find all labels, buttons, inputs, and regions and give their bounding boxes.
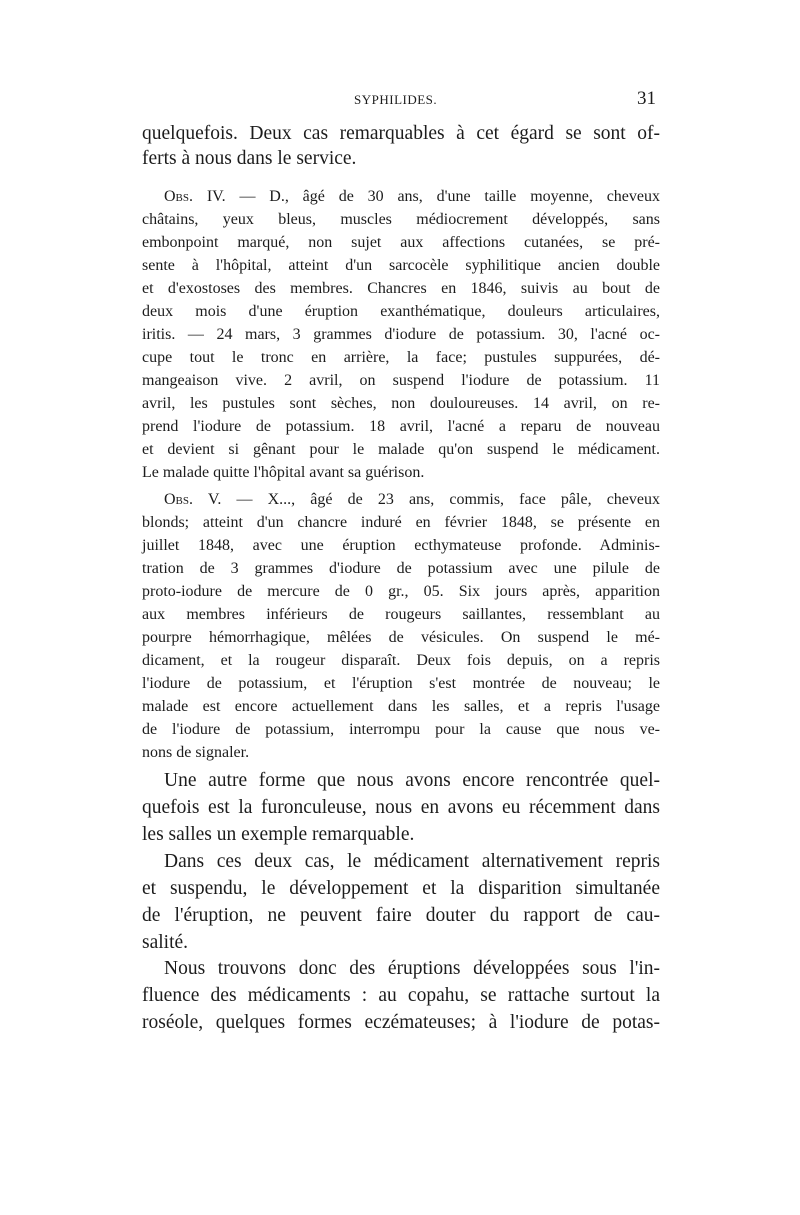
text-line: aux membres inférieurs de rougeurs saillantes, ressemblant au <box>142 606 660 623</box>
text-line: sente à l'hôpital, atteint d'un sarcocèle syphilitique ancien double <box>142 257 660 274</box>
text-line: ferts à nous dans le service. <box>142 148 357 169</box>
text-line: roséole, quelques formes eczémateuses; à l'iodure de potas- <box>142 1012 660 1033</box>
observation-label: Obs. V. <box>164 491 222 508</box>
text-line: mangeaison vive. 2 avril, on suspend l'iodure de potassium. 11 <box>142 372 660 389</box>
running-head: SYPHILIDES. <box>354 92 438 107</box>
page-number: 31 <box>637 88 656 109</box>
text-line: Nous trouvons donc des éruptions développées sous l'in- <box>164 958 660 979</box>
text-line: tration de 3 grammes d'iodure de potassium avec une pilule de <box>142 560 660 577</box>
text-line: dicament, et la rougeur disparaît. Deux fois depuis, on a repris <box>142 652 660 669</box>
observation-5-first-line: Obs. V. — X..., âgé de 23 ans, commis, face pâle, cheveux <box>164 491 661 508</box>
text-line: avril, les pustules sont sèches, non douloureuses. 14 avril, on re- <box>142 395 660 412</box>
text-line: malade est encore actuellement dans les salles, et a repris l'usage <box>142 698 660 715</box>
text-line: Le malade quitte l'hôpital avant sa guérison. <box>142 464 425 481</box>
page-header <box>142 88 660 114</box>
text-line: de l'iodure de potassium, interrompu pour la cause que nous ve- <box>142 721 660 738</box>
text-line: salité. <box>142 932 189 953</box>
text-line: deux mois d'une éruption exanthématique, douleurs articulaires, <box>142 303 660 320</box>
observation-4-first-line: Obs. IV. — D., âgé de 30 ans, d'une taille moyenne, cheveux <box>164 188 660 205</box>
text-line: quelquefois. Deux cas remarquables à cet égard se sont of- <box>142 123 660 144</box>
text-line: fluence des médicaments : au copahu, se rattache surtout la <box>142 985 660 1006</box>
text-line: les salles un exemple remarquable. <box>142 824 415 845</box>
text-line: pourpre hémorrhagique, mêlées de vésicules. On suspend le mé- <box>142 629 660 646</box>
text-line: de l'éruption, ne peuvent faire douter du rapport de cau- <box>142 905 660 926</box>
text-line: juillet 1848, avec une éruption ecthymateuse profonde. Adminis- <box>142 537 660 554</box>
text-line: l'iodure de potassium, et l'éruption s'est montrée de nouveau; le <box>142 675 660 692</box>
text-line: et d'exostoses des membres. Chancres en 1846, suivis au bout de <box>142 280 660 297</box>
observation-label: Obs. IV. <box>164 188 226 205</box>
text-line: prend l'iodure de potassium. 18 avril, l'acné a reparu de nouveau <box>142 418 660 435</box>
text-line: et devient si gênant pour le malade qu'on suspend le médicament. <box>142 441 660 458</box>
text-line: cupe tout le tronc en arrière, la face; pustules suppurées, dé- <box>142 349 660 366</box>
text-line: et suspendu, le développement et la disparition simultanée <box>142 878 660 899</box>
text-line: châtains, yeux bleus, muscles médiocrement développés, sans <box>142 211 660 228</box>
text-line: quefois est la furonculeuse, nous en avons eu récemment dans <box>142 797 660 818</box>
text-line: blonds; atteint d'un chancre induré en février 1848, se présente en <box>142 514 660 531</box>
text-line: nons de signaler. <box>142 744 250 761</box>
text-line: proto-iodure de mercure de 0 gr., 05. Six jours après, apparition <box>142 583 660 600</box>
text-line: Une autre forme que nous avons encore rencontrée quel- <box>164 770 660 791</box>
text-line: Dans ces deux cas, le médicament alternativement repris <box>164 851 660 872</box>
text-line: embonpoint marqué, non sujet aux affections cutanées, se pré- <box>142 234 660 251</box>
text-line: iritis. — 24 mars, 3 grammes d'iodure de potassium. 30, l'acné oc- <box>142 326 660 343</box>
